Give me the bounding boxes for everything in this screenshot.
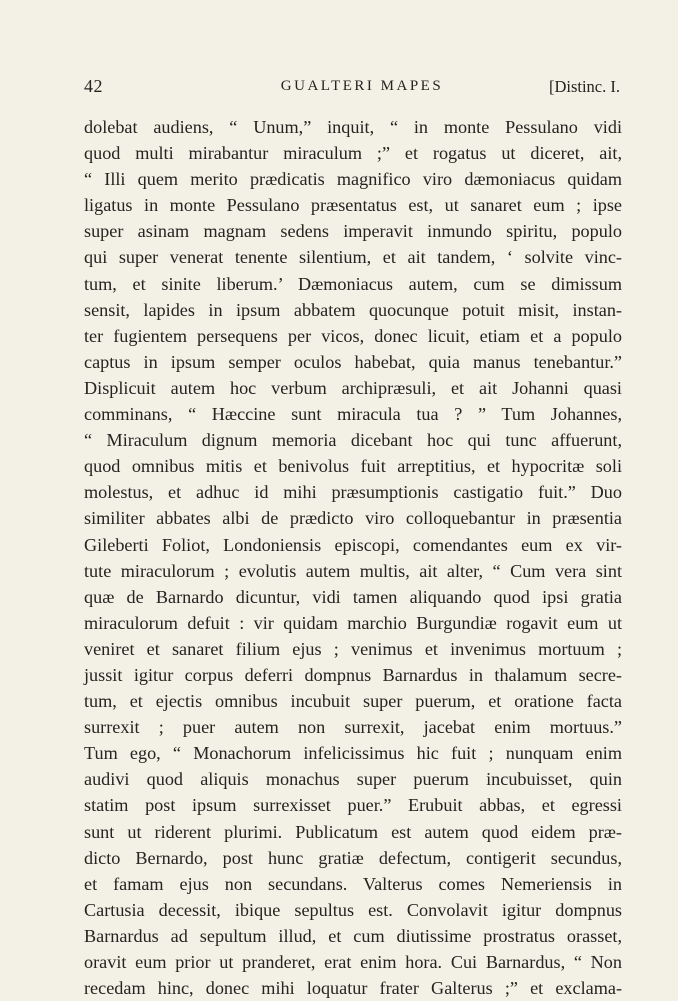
running-head xyxy=(84,76,620,100)
text-line: sunt ut riderent plurimi. Publicatum est autem quod eidem præ- xyxy=(84,821,622,842)
text-line: ligatus in monte Pessulano præsentatus est, ut sanaret eum ; ipse xyxy=(84,195,622,216)
text-line: oravit eum prior ut pranderet, erat enim hora. Cui Barnardus, “ Non xyxy=(84,952,622,972)
text-line: statim post ipsum surrexisset puer.” Erubuit abbas, et egressi xyxy=(84,795,622,816)
text-line: qui super venerat tenente silentium, et ait tandem, ‘ solvite vinc- xyxy=(84,247,622,268)
text-line: Barnardus ad sepultum illud, et cum diutissime prostratus orasset, xyxy=(84,925,622,946)
page-number: 42 xyxy=(84,76,103,96)
text-line: Cartusia decessit, ibique sepultus est. Convolavit igitur dompnus xyxy=(84,899,622,920)
text-line: super asinam magnam sedens imperavit inmundo spiritu, populo xyxy=(84,221,622,242)
text-line: tute miraculorum ; evolutis autem multis, ait alter, “ Cum vera sint xyxy=(84,560,622,581)
text-line: captus in ipsum semper oculos habebat, quia manus tenebantur.” xyxy=(84,351,622,372)
text-line: “ Illi quem merito prædicatis magnifico viro dæmoniacus quidam xyxy=(84,169,622,190)
text-line: molestus, et adhuc id mihi præsumptionis castigatio fuit.” Duo xyxy=(84,482,622,503)
text-line: Tum ego, “ Monachorum infelicissimus hic fuit ; nunquam enim xyxy=(84,743,622,764)
body-text xyxy=(84,114,622,1001)
text-line: tum, et sinite liberum.’ Dæmoniacus autem, cum se dimissum xyxy=(84,273,622,294)
text-line: dolebat audiens, “ Unum,” inquit, “ in monte Pessulano vidi xyxy=(84,117,622,137)
text-line: dicto Bernardo, post hunc gratiæ defectum, contigerit secundus, xyxy=(84,847,622,868)
text-line: Gileberti Foliot, Londoniensis episcopi, comendantes eum ex vir- xyxy=(84,534,622,555)
text-line: tum, et ejectis omnibus incubuit super puerum, et oratione facta xyxy=(84,691,622,712)
text-line: recedam hinc, donec mihi loquatur frater Galterus ;” et exclama- xyxy=(84,978,622,999)
text-line: quod multi mirabantur miraculum ;” et rogatus ut diceret, ait, xyxy=(84,143,622,164)
text-line: similiter abbates albi de prædicto viro colloquebantur in præsentia xyxy=(84,508,622,529)
text-line: veniret et sanaret filium ejus ; venimus et invenimus mortuum ; xyxy=(84,638,622,659)
text-line: Displicuit autem hoc verbum archipræsuli, et ait Johanni quasi xyxy=(84,377,622,398)
text-line: “ Miraculum dignum memoria dicebant hoc qui tunc affuerunt, xyxy=(84,430,622,451)
text-line: ter fugientem persequens per vicos, donec licuit, etiam et a populo xyxy=(84,325,622,346)
text-line: jussit igitur corpus deferri dompnus Barnardus in thalamum secre- xyxy=(84,664,622,685)
text-line: surrexit ; puer autem non surrexit, jacebat enim mortuus.” xyxy=(84,717,622,738)
text-line: et famam ejus non secundans. Valterus comes Nemeriensis in xyxy=(84,873,622,894)
text-line: quod omnibus mitis et benivolus fuit arreptitius, et hypocritæ soli xyxy=(84,456,622,477)
text-line: miraculorum defuit : vir quidam marchio Burgundiæ rogavit eum ut xyxy=(84,612,622,633)
text-line: sensit, lapides in ipsum abbatem quocunque potuit misit, instan- xyxy=(84,299,622,320)
text-line: audivi quod aliquis monachus super puerum incubuisset, quin xyxy=(84,769,622,790)
running-title: GUALTERI MAPES xyxy=(280,78,444,94)
text-line: comminans, “ Hæccine sunt miracula tua ? ” Tum Johannes, xyxy=(84,404,622,425)
text-line: quæ de Barnardo dicuntur, vidi tamen aliquando quod ipsi gratia xyxy=(84,586,622,607)
section-marker: [Distinc. I. xyxy=(548,77,620,96)
